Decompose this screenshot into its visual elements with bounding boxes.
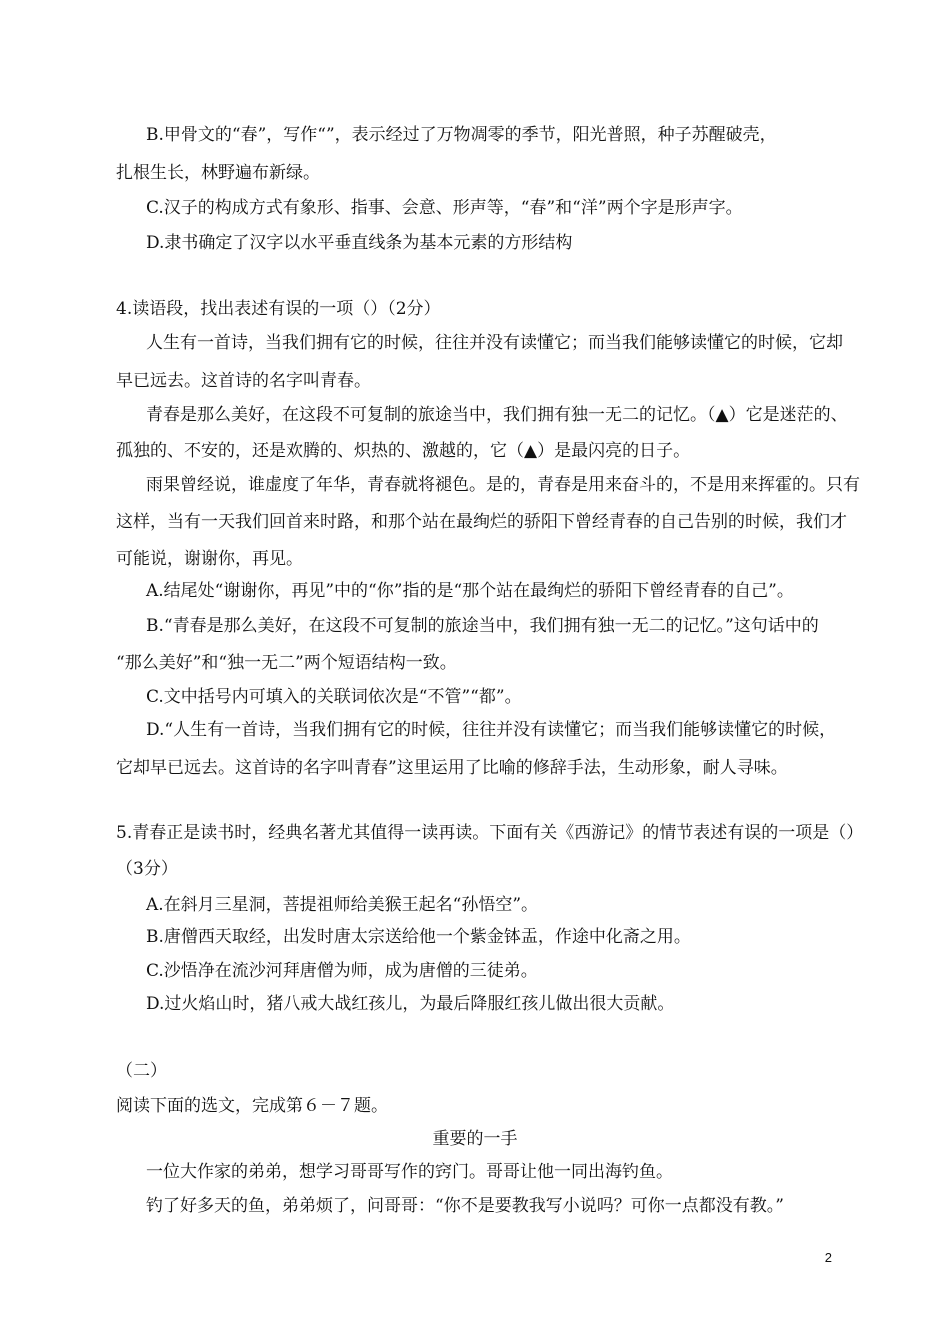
q5-option-b: B.唐僧西天取经，出发时唐太宗送给他一个紫金钵盂，作途中化斋之用。: [146, 927, 691, 947]
q5-option-c: C.沙悟净在流沙河拜唐僧为师，成为唐僧的三徒弟。: [146, 961, 538, 981]
q4-option-a: A.结尾处“谢谢你，再见”中的“你”指的是“那个站在最绚烂的骄阳下曾经青春的自己”。: [146, 581, 794, 601]
question-5: 5.青春正是读书时，经典名著尤其值得一读再读。下面有关《西游记》的情节表述有误的一项是（）: [116, 823, 864, 843]
q5-option-d: D.过火焰山时，猪八戒大战红孩儿，为最后降服红孩儿做出很大贡献。: [146, 994, 675, 1014]
passage-line: 可能说，谢谢你，再见。: [116, 549, 303, 569]
section-heading: （二）: [116, 1061, 167, 1081]
q4-option-b-line2: “那么美好”和“独一无二”两个短语结构一致。: [116, 653, 457, 673]
question-5-score: （3分）: [116, 859, 178, 879]
passage-line: 雨果曾经说，谁虚度了年华，青春就将褪色。是的，青春是用来奋斗的，不是用来挥霍的。只有: [146, 475, 860, 495]
page-number: 2: [824, 1250, 832, 1265]
article-title: 重要的一手: [432, 1129, 518, 1149]
passage-line: 人生有一首诗，当我们拥有它的时候，往往并没有读懂它；而当我们能够读懂它的时候，它却: [146, 333, 843, 353]
q4-option-b-line1: B.“青春是那么美好，在这段不可复制的旅途当中，我们拥有独一无二的记忆。”这句话中的: [146, 616, 819, 636]
option-d: D.隶书确定了汉字以水平垂直线条为基本元素的方形结构: [146, 233, 573, 253]
option-c: C.汉子的构成方式有象形、指事、会意、形声等，“春”和“洋”两个字是形声字。: [146, 198, 743, 218]
option-b-line2: 扎根生长，林野遍布新绿。: [116, 163, 320, 183]
question-4: 4.读语段，找出表述有误的一项（）（2分）: [116, 299, 441, 319]
passage-line: 早已远去。这首诗的名字叫青春。: [116, 371, 371, 391]
reading-instruction: 阅读下面的选文，完成第６－７题。: [116, 1096, 388, 1116]
q5-option-a: A.在斜月三星洞，菩提祖师给美猴王起名“孙悟空”。: [146, 895, 539, 915]
q4-option-d-line2: 它却早已远去。这首诗的名字叫青春”这里运用了比喻的修辞手法，生动形象，耐人寻味。: [116, 758, 788, 778]
article-line: 钓了好多天的鱼，弟弟烦了，问哥哥：“你不是要教我写小说吗？可你一点都没有教。”: [146, 1196, 784, 1216]
option-b-line1: B.甲骨文的“春”，写作“”，表示经过了万物凋零的季节，阳光普照，种子苏醒破壳，: [146, 125, 777, 145]
article-line: 一位大作家的弟弟，想学习哥哥写作的窍门。哥哥让他一同出海钓鱼。: [146, 1162, 673, 1182]
passage-line: 孤独的、不安的，还是欢腾的、炽热的、激越的，它（▲）是最闪亮的日子。: [116, 441, 691, 461]
q4-option-d-line1: D.“人生有一首诗，当我们拥有它的时候，往往并没有读懂它；而当我们能够读懂它的时候，: [146, 720, 837, 740]
passage-line: 青春是那么美好，在这段不可复制的旅途当中，我们拥有独一无二的记忆。（▲）它是迷茫的、: [146, 405, 848, 425]
q4-option-c: C.文中括号内可填入的关联词依次是“不管”“都”。: [146, 687, 522, 707]
passage-line: 这样，当有一天我们回首来时路，和那个站在最绚烂的骄阳下曾经青春的自己告别的时候，我们才: [116, 512, 847, 532]
